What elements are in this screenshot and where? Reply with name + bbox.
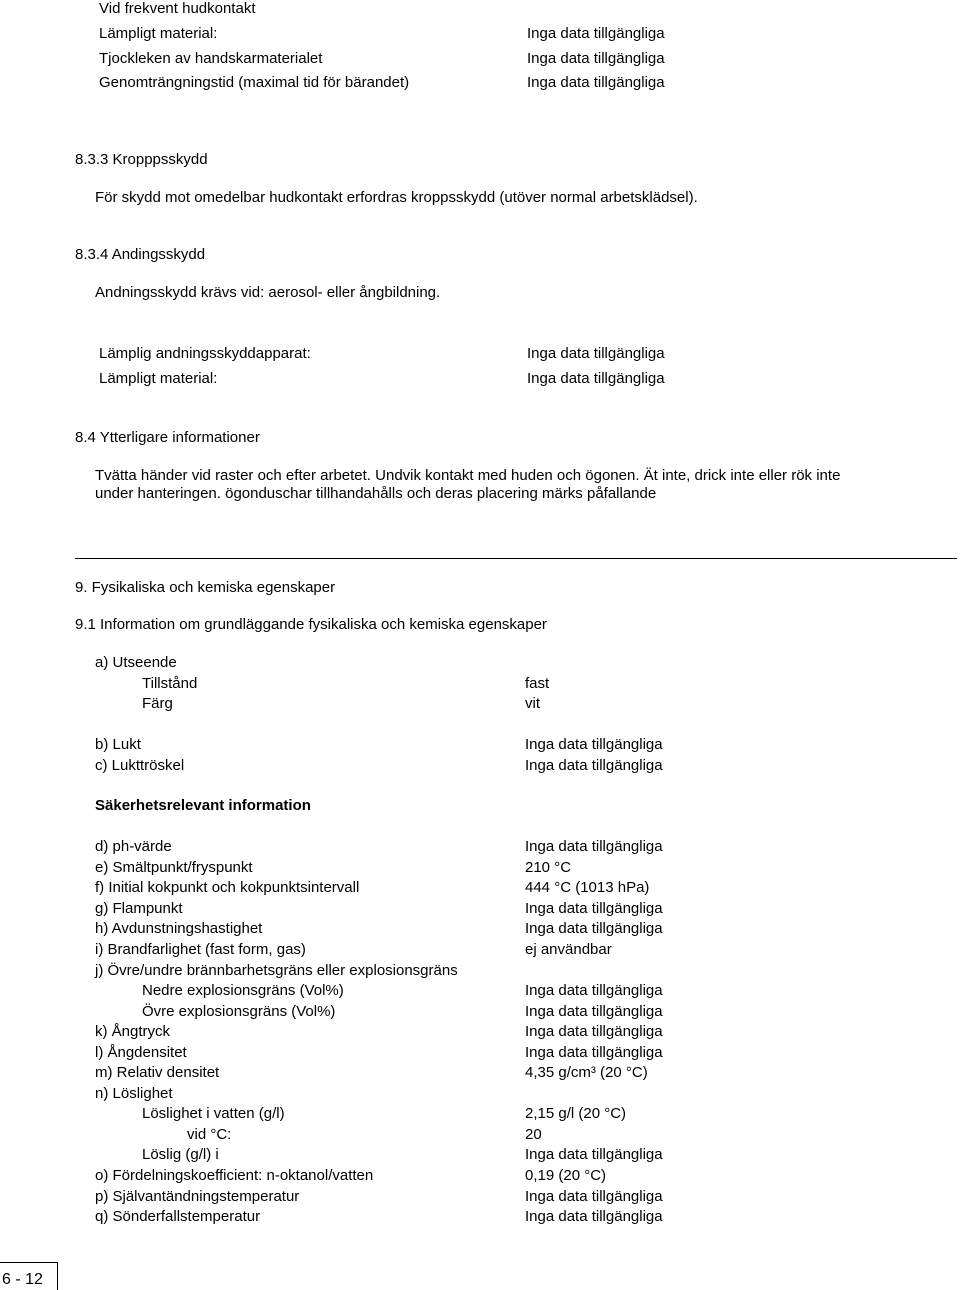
glove-value: Inga data tillgängliga bbox=[527, 25, 665, 42]
property-label: c) Lukttröskel bbox=[95, 757, 185, 774]
respirator-material-value: Inga data tillgängliga bbox=[527, 370, 665, 387]
property-label: j) Övre/undre brännbarhetsgräns eller explosionsgräns bbox=[95, 962, 458, 979]
property-value: Inga data tillgängliga bbox=[525, 1003, 663, 1020]
safety-heading: Säkerhetsrelevant information bbox=[95, 797, 311, 814]
section-heading-833: 8.3.3 Kropppsskydd bbox=[75, 151, 208, 168]
property-value: vit bbox=[525, 695, 540, 712]
property-label: e) Smältpunkt/fryspunkt bbox=[95, 859, 253, 876]
glove-intro: Vid frekvent hudkontakt bbox=[99, 0, 256, 17]
section-heading-9: 9. Fysikaliska och kemiska egenskaper bbox=[75, 579, 336, 596]
glove-value: Inga data tillgängliga bbox=[527, 74, 665, 91]
property-label: Löslig (g/l) i bbox=[142, 1146, 219, 1163]
property-label: q) Sönderfallstemperatur bbox=[95, 1208, 261, 1225]
glove-label: Genomträngningstid (maximal tid för bärandet) bbox=[99, 74, 410, 91]
property-value: Inga data tillgängliga bbox=[525, 1023, 663, 1040]
property-value: Inga data tillgängliga bbox=[525, 1146, 663, 1163]
section-text-833: För skydd mot omedelbar hudkontakt erfordras kroppsskydd (utöver normal arbetsklädsel). bbox=[95, 189, 698, 206]
property-label: f) Initial kokpunkt och kokpunktsintervall bbox=[95, 879, 360, 896]
property-value: Inga data tillgängliga bbox=[525, 982, 663, 999]
section-divider bbox=[75, 558, 957, 559]
appearance-heading: a) Utseende bbox=[95, 654, 177, 671]
property-label: k) Ångtryck bbox=[95, 1023, 171, 1040]
property-value: Inga data tillgängliga bbox=[525, 1044, 663, 1061]
property-value: Inga data tillgängliga bbox=[525, 757, 663, 774]
respirator-label: Lämplig andningsskyddapparat: bbox=[99, 345, 311, 362]
glove-label: Lämpligt material: bbox=[99, 25, 218, 42]
property-value: Inga data tillgängliga bbox=[525, 736, 663, 753]
property-value: 0,19 (20 °C) bbox=[525, 1167, 607, 1184]
footer-rule bbox=[0, 1262, 57, 1263]
property-value: 20 bbox=[525, 1126, 542, 1143]
property-label: n) Löslighet bbox=[95, 1085, 173, 1102]
property-value: 444 °C (1013 hPa) bbox=[525, 879, 650, 896]
property-value: 2,15 g/l (20 °C) bbox=[525, 1105, 627, 1122]
property-value: Inga data tillgängliga bbox=[525, 1188, 663, 1205]
property-label: Nedre explosionsgräns (Vol%) bbox=[142, 982, 344, 999]
property-label: g) Flampunkt bbox=[95, 900, 183, 917]
property-value: ej användbar bbox=[525, 941, 612, 958]
page-number: 6 - 12 bbox=[2, 1271, 43, 1288]
property-label: o) Fördelningskoefficient: n-oktanol/vatten bbox=[95, 1167, 374, 1184]
property-label: Övre explosionsgräns (Vol%) bbox=[142, 1003, 336, 1020]
footer-divider bbox=[57, 1262, 58, 1290]
section-text-84-line1: Tvätta händer vid raster och efter arbetet. Undvik kontakt med huden och ögonen. Ät inte, drick inte eller rök inte bbox=[95, 467, 841, 484]
property-label: Löslighet i vatten (g/l) bbox=[142, 1105, 285, 1122]
section-text-84-line2: under hanteringen. ögonduschar tillhandahålls och deras placering märks påfallande bbox=[95, 485, 657, 502]
property-value: fast bbox=[525, 675, 550, 692]
property-label: Tillstånd bbox=[142, 675, 198, 692]
property-value: Inga data tillgängliga bbox=[525, 900, 663, 917]
respirator-material-label: Lämpligt material: bbox=[99, 370, 218, 387]
glove-label: Tjockleken av handskarmaterialet bbox=[99, 50, 323, 67]
section-text-834: Andningsskydd krävs vid: aerosol- eller ångbildning. bbox=[95, 284, 441, 301]
glove-value: Inga data tillgängliga bbox=[527, 50, 665, 67]
property-label: h) Avdunstningshastighet bbox=[95, 920, 263, 937]
property-label: i) Brandfarlighet (fast form, gas) bbox=[95, 941, 306, 958]
property-label: Färg bbox=[142, 695, 173, 712]
property-value: 4,35 g/cm³ (20 °C) bbox=[525, 1064, 648, 1081]
property-label: p) Självantändningstemperatur bbox=[95, 1188, 300, 1205]
property-label: l) Ångdensitet bbox=[95, 1044, 187, 1061]
property-value: Inga data tillgängliga bbox=[525, 1208, 663, 1225]
property-value: Inga data tillgängliga bbox=[525, 920, 663, 937]
property-value: Inga data tillgängliga bbox=[525, 838, 663, 855]
section-heading-84: 8.4 Ytterligare informationer bbox=[75, 429, 260, 446]
respirator-value: Inga data tillgängliga bbox=[527, 345, 665, 362]
property-label: vid °C: bbox=[187, 1126, 232, 1143]
section-heading-834: 8.3.4 Andingsskydd bbox=[75, 246, 206, 263]
section-heading-91: 9.1 Information om grundläggande fysikaliska och kemiska egenskaper bbox=[75, 616, 547, 633]
property-label: b) Lukt bbox=[95, 736, 141, 753]
property-label: d) ph-värde bbox=[95, 838, 172, 855]
property-value: 210 °C bbox=[525, 859, 572, 876]
property-label: m) Relativ densitet bbox=[95, 1064, 220, 1081]
